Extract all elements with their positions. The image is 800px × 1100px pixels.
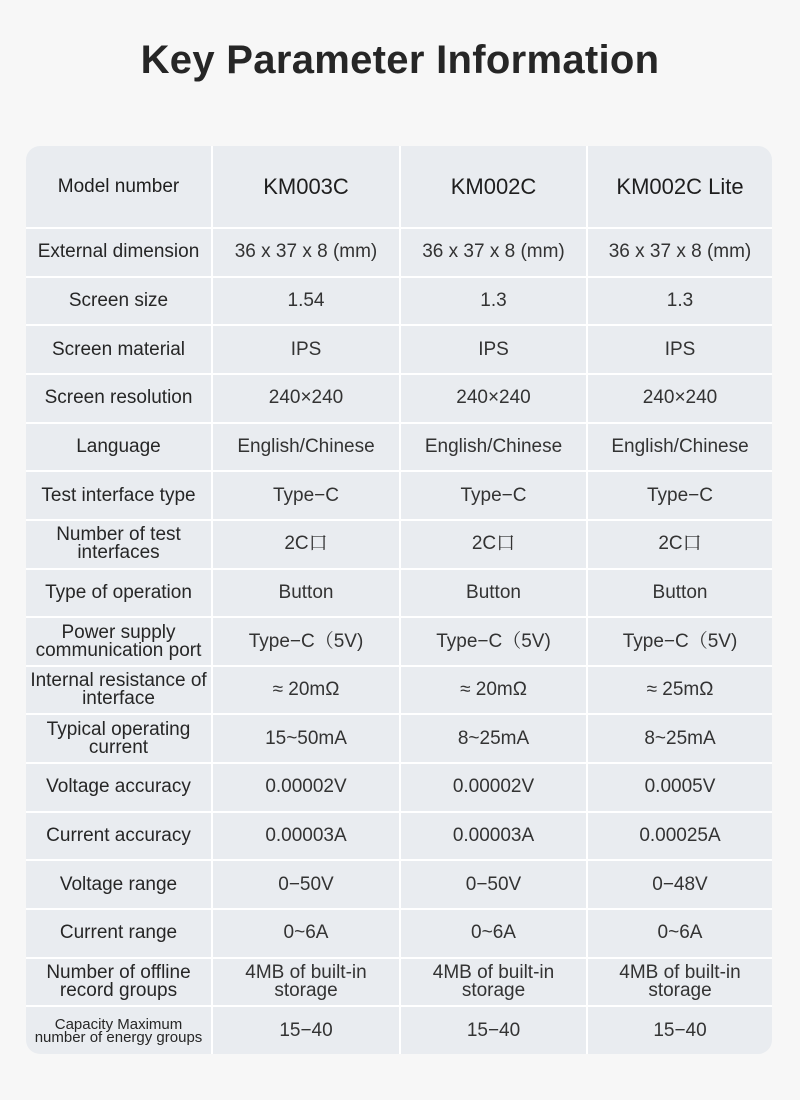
row-label: Number of test interfaces [26,520,212,569]
row-label: Voltage range [26,860,212,909]
table-cell: 0.00002V [212,763,400,812]
row-label: Language [26,423,212,472]
table-cell: 0−48V [587,860,772,909]
header-model-km003c: KM003C [212,146,400,228]
row-label: Test interface type [26,471,212,520]
table-row [26,714,772,763]
page-title: Key Parameter Information [140,38,660,82]
row-label: Capacity Maximum number of energy groups [26,1006,212,1054]
parameter-table [26,146,772,1054]
table-cell: 1.54 [212,277,400,326]
row-label: Type of operation [26,569,212,618]
table-cell: 36 x 37 x 8 (mm) [212,228,400,277]
table-cell: Type−C [212,471,400,520]
table-cell: IPS [587,325,772,374]
table-row [26,277,772,326]
header-label: Model number [26,146,212,228]
row-label: Current accuracy [26,812,212,861]
table-cell: Type−C（5V) [400,617,587,666]
table-cell: 1.3 [400,277,587,326]
table-cell: 15~50mA [212,714,400,763]
table-row [26,374,772,423]
table-row [26,520,772,569]
table-cell: 0~6A [212,909,400,958]
table-row [26,423,772,472]
table-cell: 15−40 [212,1006,400,1054]
table-cell: 2C口 [587,520,772,569]
table-cell: ≈ 25mΩ [587,666,772,715]
table-cell: 0.0005V [587,763,772,812]
table-row [26,958,772,1007]
table-row [26,1006,772,1054]
table-cell: English/Chinese [587,423,772,472]
header-model-km002c-lite: KM002C Lite [587,146,772,228]
row-label: Typical operating current [26,714,212,763]
table-row [26,569,772,618]
row-label: Power supply communication port [26,617,212,666]
table-cell: Type−C [400,471,587,520]
row-label: Number of offline record groups [26,958,212,1007]
table-row [26,325,772,374]
table-cell: 0.00003A [212,812,400,861]
table-cell: ≈ 20mΩ [400,666,587,715]
table-cell: 1.3 [587,277,772,326]
table-cell: 36 x 37 x 8 (mm) [587,228,772,277]
row-label: Internal resistance of interface [26,666,212,715]
table-cell: IPS [212,325,400,374]
table-cell: Button [212,569,400,618]
table-row [26,909,772,958]
table-row [26,812,772,861]
table-cell: English/Chinese [212,423,400,472]
table-cell: Type−C（5V) [587,617,772,666]
table-row [26,617,772,666]
table-cell: 15−40 [653,1019,707,1041]
row-label: Screen size [26,277,212,326]
table-cell: IPS [400,325,587,374]
table-cell: 4MB of built-in storage [587,958,772,1007]
table-row [26,666,772,715]
table-header-row [26,146,772,228]
table-cell: 2C口 [400,520,587,569]
table-cell: 36 x 37 x 8 (mm) [400,228,587,277]
table-row [26,471,772,520]
row-label: Current range [26,909,212,958]
table-cell: 0~6A [587,909,772,958]
table-cell: 240×240 [400,374,587,423]
row-label: Voltage accuracy [26,763,212,812]
row-label: External dimension [26,228,212,277]
table-cell: 15−40 [400,1006,587,1054]
table-cell: 0.00025A [587,812,772,861]
table-row [26,860,772,909]
table-cell: 4MB of built-in storage [212,958,400,1007]
table-cell: 240×240 [212,374,400,423]
table-cell: 0.00003A [400,812,587,861]
table-cell: 240×240 [587,374,772,423]
table-cell: 0−50V [400,860,587,909]
table-cell: Button [587,569,772,618]
table-cell: 8~25mA [587,714,772,763]
table-cell: Type−C [587,471,772,520]
table-cell: Type−C（5V) [212,617,400,666]
table-cell: 0.00002V [400,763,587,812]
table-cell: 0−50V [212,860,400,909]
table-cell: English/Chinese [400,423,587,472]
row-label: Screen resolution [26,374,212,423]
table-row [26,763,772,812]
table-cell: Button [400,569,587,618]
row-label: Screen material [26,325,212,374]
table-cell: 2C口 [212,520,400,569]
table-row [26,228,772,277]
header-model-km002c: KM002C [400,146,587,228]
table-cell: ≈ 20mΩ [212,666,400,715]
table-cell: 0~6A [400,909,587,958]
table-cell: 4MB of built-in storage [400,958,587,1007]
table-cell: 8~25mA [400,714,587,763]
